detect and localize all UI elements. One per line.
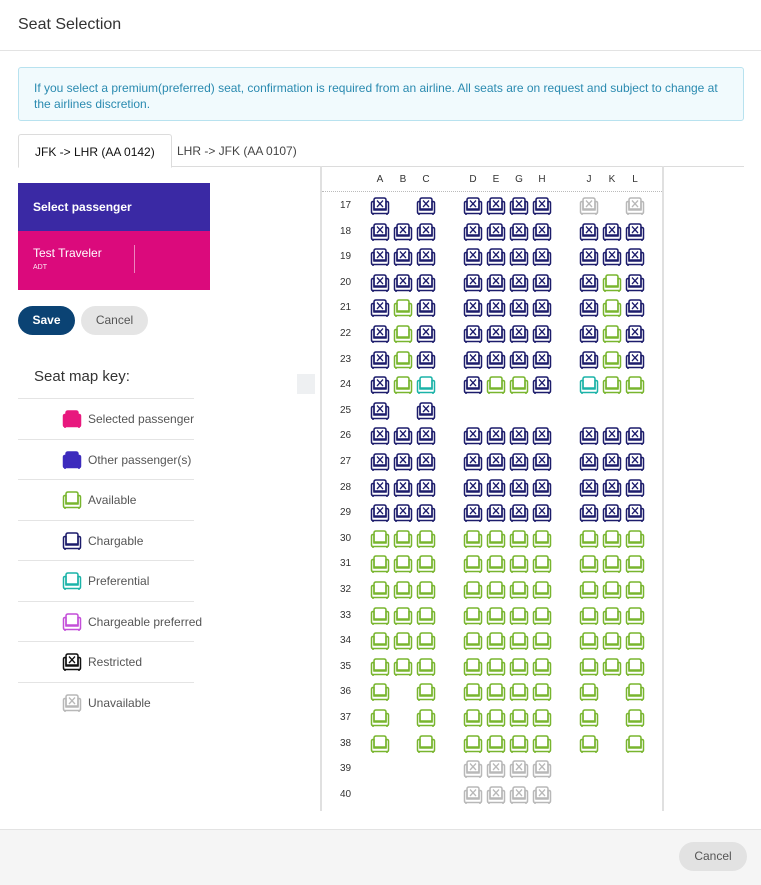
seat-chargable-occupied (486, 197, 506, 215)
column-header-J: J (586, 174, 592, 185)
seat-chargable-occupied (532, 299, 552, 317)
seat-key-item-restricted (18, 641, 194, 682)
seat-chargable-occupied (509, 479, 529, 497)
seat-chargable-occupied (463, 223, 483, 241)
seat-chargable-occupied (486, 504, 506, 522)
seat-available[interactable] (625, 683, 645, 701)
seat-chargable-occupied (532, 248, 552, 266)
seat-available[interactable] (486, 683, 506, 701)
seat-chargable-occupied (625, 325, 645, 343)
column-header-K: K (608, 174, 616, 185)
seat-available[interactable] (602, 351, 622, 369)
seat-available[interactable] (463, 709, 483, 727)
dialog-header (0, 0, 761, 51)
seat-chargable-occupied (393, 223, 413, 241)
seat-key-item-unavailable (18, 682, 194, 723)
row-number: 26 (340, 430, 352, 442)
seat-available[interactable] (509, 658, 529, 676)
row-number: 29 (340, 507, 352, 519)
seat-preferential[interactable] (416, 376, 436, 394)
row-number: 17 (340, 200, 352, 211)
seat-key-item-selected (18, 398, 194, 439)
seat-chargable-occupied (509, 351, 529, 369)
seat-chargable-occupied (393, 504, 413, 522)
wing-left-upper (297, 374, 315, 394)
seat-chargable-occupied (463, 453, 483, 471)
seat-chargable-occupied (602, 223, 622, 241)
column-header-E: E (492, 174, 500, 185)
seat-chargable-occupied (579, 479, 599, 497)
row-number: 33 (340, 609, 352, 621)
column-header-L: L (632, 174, 638, 185)
seat-chargable-occupied (463, 197, 483, 215)
seat-chargable-occupied (416, 479, 436, 497)
seat-available[interactable] (393, 555, 413, 573)
seat-chargable-occupied (509, 223, 529, 241)
seat-available[interactable] (486, 658, 506, 676)
seat-available[interactable] (625, 555, 645, 573)
dialog-title: Seat Selection (18, 16, 122, 33)
seat-chargable-occupied (416, 504, 436, 522)
seat-chargable-occupied (625, 299, 645, 317)
tab-outbound[interactable]: JFK -> LHR (AA 0142) (18, 134, 172, 168)
seat-other-icon (62, 451, 82, 469)
seat-available[interactable] (416, 658, 436, 676)
flight-tabs (18, 134, 744, 167)
seat-chargable-occupied (509, 299, 529, 317)
seat-available[interactable] (463, 607, 483, 625)
seat-chargable-occupied (463, 325, 483, 343)
seat-chargable-occupied (463, 504, 483, 522)
seat-key-item-preferential (18, 560, 194, 601)
row-number: 24 (340, 379, 352, 391)
seat-available[interactable] (486, 607, 506, 625)
row-number: 27 (340, 456, 352, 467)
seat-chargable-occupied (625, 479, 645, 497)
seat-chargable-occupied (532, 376, 552, 394)
seat-chargable-occupied (532, 197, 552, 215)
seat-available[interactable] (486, 376, 506, 394)
seat-chargable-occupied (370, 248, 390, 266)
seat-chargable-occupied (370, 376, 390, 394)
seat-available[interactable] (532, 709, 552, 727)
seat-key-item-available (18, 479, 194, 520)
seat-chargable-occupied (370, 325, 390, 343)
seat-available[interactable] (463, 735, 483, 753)
seat-available[interactable] (486, 530, 506, 548)
row-number: 31 (340, 558, 352, 570)
seat-chargable-occupied (463, 274, 483, 292)
seat-unavailable (463, 760, 483, 778)
dialog-footer (0, 829, 761, 885)
seat-chargable-occupied (509, 325, 529, 343)
seat-available[interactable] (509, 607, 529, 625)
seat-available[interactable] (370, 555, 390, 573)
seat-available[interactable] (463, 581, 483, 599)
seat-available[interactable] (579, 658, 599, 676)
seat-chargable-occupied (416, 325, 436, 343)
seat-chargable-occupied (509, 274, 529, 292)
seat-key-label: Available (88, 493, 137, 507)
seat-chargable-occupied (416, 248, 436, 266)
seat-chargable-occupied (416, 453, 436, 471)
seat-available[interactable] (532, 735, 552, 753)
seat-chargable-occupied (370, 299, 390, 317)
seat-available[interactable] (393, 632, 413, 650)
seat-unavailable (625, 197, 645, 215)
seat-available[interactable] (370, 607, 390, 625)
seat-available[interactable] (486, 581, 506, 599)
seat-chargable-occupied (579, 274, 599, 292)
seat-unavailable (532, 786, 552, 804)
seat-available[interactable] (416, 683, 436, 701)
row-number: 39 (340, 763, 352, 775)
seat-available[interactable] (625, 530, 645, 548)
seat-key-list (18, 398, 203, 722)
seat-available[interactable] (463, 632, 483, 650)
seat-available[interactable] (393, 325, 413, 343)
row-number: 20 (340, 276, 352, 288)
seat-available[interactable] (509, 683, 529, 701)
seat-available[interactable] (602, 581, 622, 599)
seat-chargable-occupied (463, 427, 483, 445)
seat-restricted-icon (62, 653, 82, 671)
seat-available[interactable] (486, 632, 506, 650)
seat-chargable-occupied (532, 274, 552, 292)
passenger-row[interactable] (18, 231, 210, 290)
seat-chargable-occupied (532, 504, 552, 522)
seat-available[interactable] (370, 581, 390, 599)
seat-available[interactable] (602, 299, 622, 317)
seat-key-label: Preferential (88, 574, 150, 588)
seat-chargable-occupied (486, 453, 506, 471)
seat-available[interactable] (602, 325, 622, 343)
seat-unavailable (532, 760, 552, 778)
seat-available[interactable] (416, 735, 436, 753)
seat-available[interactable] (416, 555, 436, 573)
seat-available[interactable] (602, 658, 622, 676)
seat-chargable-occupied (532, 325, 552, 343)
seat-available[interactable] (486, 555, 506, 573)
seat-chargable-occupied (486, 427, 506, 445)
seat-chargable-occupied (509, 453, 529, 471)
seat-key-label: Other passenger(s) (88, 452, 192, 467)
row-number: 28 (340, 481, 352, 493)
footer-cancel-button[interactable]: Cancel (679, 842, 747, 871)
seat-chargable-occupied (532, 427, 552, 445)
seat-available[interactable] (370, 530, 390, 548)
seat-chargable-occupied (486, 325, 506, 343)
seat-chargable-occupied (625, 351, 645, 369)
seat-available[interactable] (602, 632, 622, 650)
seat-available[interactable] (393, 581, 413, 599)
row-number: 21 (340, 302, 352, 314)
seat-selected-icon (62, 410, 82, 428)
seat-chargable-occupied (370, 453, 390, 471)
seat-available[interactable] (532, 581, 552, 599)
seat-chargable-occupied (602, 248, 622, 266)
seat-key-label: Unavailable (88, 695, 151, 710)
seat-chargable-occupied (370, 479, 390, 497)
row-number: 37 (340, 712, 352, 723)
seat-chargable-occupied (532, 351, 552, 369)
seat-chargeable-preferred-icon (62, 613, 82, 631)
seat-chargable-occupied (370, 351, 390, 369)
seat-available[interactable] (463, 530, 483, 548)
seat-key-item-chargable (18, 520, 194, 561)
cancel-button[interactable]: Cancel (81, 306, 148, 335)
seat-key-label: Chargeable preferred (88, 614, 203, 629)
seat-available[interactable] (625, 632, 645, 650)
seat-chargable-occupied (370, 504, 390, 522)
row-number: 40 (340, 788, 352, 800)
row-number: 23 (340, 353, 352, 365)
seat-chargable-icon (62, 532, 82, 550)
seat-available[interactable] (509, 709, 529, 727)
seat-available[interactable] (602, 530, 622, 548)
seat-chargable-occupied (532, 453, 552, 471)
seat-chargable-occupied (486, 248, 506, 266)
seat-chargable-occupied (625, 453, 645, 471)
seat-chargable-occupied (602, 427, 622, 445)
seat-chargable-occupied (509, 197, 529, 215)
row-number: 19 (340, 251, 352, 263)
seat-chargable-occupied (625, 223, 645, 241)
seat-chargable-occupied (463, 376, 483, 394)
seat-unavailable (579, 197, 599, 215)
seat-available[interactable] (579, 632, 599, 650)
seat-chargable-occupied (416, 197, 436, 215)
column-header-H: H (538, 174, 546, 185)
seat-chargable-occupied (463, 351, 483, 369)
seat-available[interactable] (579, 683, 599, 701)
seat-key-label: Selected passenger (88, 412, 195, 426)
seat-available[interactable] (393, 351, 413, 369)
seat-available[interactable] (602, 555, 622, 573)
seat-chargable-occupied (370, 223, 390, 241)
seat-available[interactable] (625, 709, 645, 727)
column-header-G: G (515, 174, 523, 185)
seat-chargable-occupied (579, 427, 599, 445)
seat-chargable-occupied (416, 351, 436, 369)
seat-chargable-occupied (463, 299, 483, 317)
seat-available[interactable] (509, 530, 529, 548)
seat-available[interactable] (463, 555, 483, 573)
seat-chargable-occupied (393, 453, 413, 471)
seat-chargable-occupied (393, 248, 413, 266)
seat-available[interactable] (509, 632, 529, 650)
seat-chargable-occupied (416, 402, 436, 420)
seat-chargable-occupied (579, 351, 599, 369)
seat-unavailable (486, 786, 506, 804)
seat-chargable-occupied (393, 274, 413, 292)
seat-available[interactable] (463, 658, 483, 676)
seat-available[interactable] (416, 632, 436, 650)
column-header-divider (322, 191, 662, 192)
seat-available[interactable] (509, 581, 529, 599)
seat-chargable-occupied (463, 479, 483, 497)
seat-available[interactable] (625, 658, 645, 676)
seat-chargable-occupied (416, 299, 436, 317)
seat-available[interactable] (625, 735, 645, 753)
seat-chargable-occupied (532, 479, 552, 497)
save-button[interactable]: Save (18, 306, 75, 335)
seat-available[interactable] (579, 581, 599, 599)
column-header-A: A (376, 174, 384, 185)
row-number: 36 (340, 686, 352, 698)
seat-unavailable (486, 760, 506, 778)
seat-unavailable (509, 786, 529, 804)
seat-available[interactable] (602, 607, 622, 625)
seat-available[interactable] (370, 709, 390, 727)
seat-chargable-occupied (486, 223, 506, 241)
seat-chargable-occupied (579, 453, 599, 471)
row-number: 32 (340, 584, 352, 595)
seat-preferential-icon (62, 572, 82, 590)
seat-key-label: Restricted (88, 655, 143, 669)
seat-chargable-occupied (532, 223, 552, 241)
seat-chargable-occupied (625, 427, 645, 445)
seat-chargable-occupied (579, 299, 599, 317)
seat-available[interactable] (602, 274, 622, 292)
seat-chargable-occupied (370, 197, 390, 215)
seat-key-title: Seat map key: (34, 368, 130, 385)
seat-chargable-occupied (579, 248, 599, 266)
seat-chargable-occupied (579, 325, 599, 343)
seat-available[interactable] (625, 581, 645, 599)
seat-key-item-chargeable-preferred (18, 601, 203, 642)
seat-available[interactable] (509, 555, 529, 573)
seat-chargable-occupied (602, 504, 622, 522)
seat-available[interactable] (625, 607, 645, 625)
seat-chargable-occupied (416, 274, 436, 292)
seat-available[interactable] (393, 376, 413, 394)
seat-available[interactable] (579, 735, 599, 753)
seat-chargable-occupied (625, 274, 645, 292)
seat-chargable-occupied (509, 427, 529, 445)
seat-available[interactable] (532, 683, 552, 701)
row-number: 34 (340, 635, 352, 647)
seat-available[interactable] (602, 376, 622, 394)
seat-unavailable (509, 760, 529, 778)
row-number: 30 (340, 532, 352, 544)
seat-available[interactable] (416, 530, 436, 548)
seat-available[interactable] (579, 607, 599, 625)
seat-chargable-occupied (486, 299, 506, 317)
column-header-D: D (469, 174, 477, 185)
seat-unavailable (463, 786, 483, 804)
seat-available[interactable] (532, 658, 552, 676)
passenger-divider (134, 245, 135, 273)
row-number: 22 (340, 328, 352, 339)
row-number: 18 (340, 225, 352, 237)
seat-available[interactable] (509, 376, 529, 394)
seat-available[interactable] (532, 530, 552, 548)
seat-chargable-occupied (602, 453, 622, 471)
seat-key-item-other (18, 439, 194, 480)
seat-chargable-occupied (393, 479, 413, 497)
seat-available[interactable] (370, 632, 390, 650)
seat-available[interactable] (370, 683, 390, 701)
seat-available[interactable] (370, 658, 390, 676)
passenger-panel (18, 183, 210, 290)
seat-available[interactable] (416, 581, 436, 599)
seat-chargable-occupied (416, 427, 436, 445)
seat-chargable-occupied (486, 351, 506, 369)
seat-available[interactable] (532, 632, 552, 650)
seat-chargable-occupied (393, 427, 413, 445)
row-number: 25 (340, 404, 352, 416)
seat-preferential[interactable] (579, 376, 599, 394)
seat-available[interactable] (416, 709, 436, 727)
seat-available[interactable] (509, 735, 529, 753)
seat-chargable-occupied (625, 248, 645, 266)
passenger-panel-header: Select passenger (18, 183, 210, 231)
row-number: 38 (340, 737, 352, 749)
passenger-type: ADT (33, 264, 47, 271)
seat-chargable-occupied (579, 223, 599, 241)
seat-chargable-occupied (625, 504, 645, 522)
seat-available[interactable] (393, 607, 413, 625)
seat-available[interactable] (579, 709, 599, 727)
seat-available[interactable] (486, 709, 506, 727)
seat-chargable-occupied (486, 274, 506, 292)
passenger-name: Test Traveler (33, 246, 102, 260)
seat-map (320, 166, 664, 811)
seat-available[interactable] (532, 607, 552, 625)
info-alert: If you select a premium(preferred) seat, confirmation is required from an airline. All seats are on request and subject to change at the airlines discretion. (18, 67, 744, 121)
seat-chargable-occupied (370, 427, 390, 445)
seat-chargable-occupied (579, 504, 599, 522)
seat-available[interactable] (532, 555, 552, 573)
seat-chargable-occupied (509, 248, 529, 266)
column-header-B: B (399, 174, 407, 185)
seat-available[interactable] (416, 607, 436, 625)
seat-key-label: Chargable (88, 533, 144, 548)
seat-chargable-occupied (486, 479, 506, 497)
column-header-C: C (422, 174, 430, 185)
seat-unavailable-icon (62, 694, 82, 712)
seat-chargable-occupied (370, 274, 390, 292)
seat-available[interactable] (579, 530, 599, 548)
row-number: 35 (340, 660, 352, 672)
seat-chargable-occupied (370, 402, 390, 420)
seat-available[interactable] (393, 530, 413, 548)
seat-available[interactable] (486, 735, 506, 753)
seat-available[interactable] (579, 555, 599, 573)
seat-available-icon (62, 491, 82, 509)
seat-available[interactable] (463, 683, 483, 701)
seat-available[interactable] (393, 299, 413, 317)
seat-chargable-occupied (416, 223, 436, 241)
seat-available[interactable] (393, 658, 413, 676)
seat-available[interactable] (370, 735, 390, 753)
seat-chargable-occupied (463, 248, 483, 266)
tab-return[interactable]: LHR -> JFK (AA 0107) (177, 144, 297, 158)
seat-chargable-occupied (509, 504, 529, 522)
seat-chargable-occupied (602, 479, 622, 497)
seat-available[interactable] (625, 376, 645, 394)
